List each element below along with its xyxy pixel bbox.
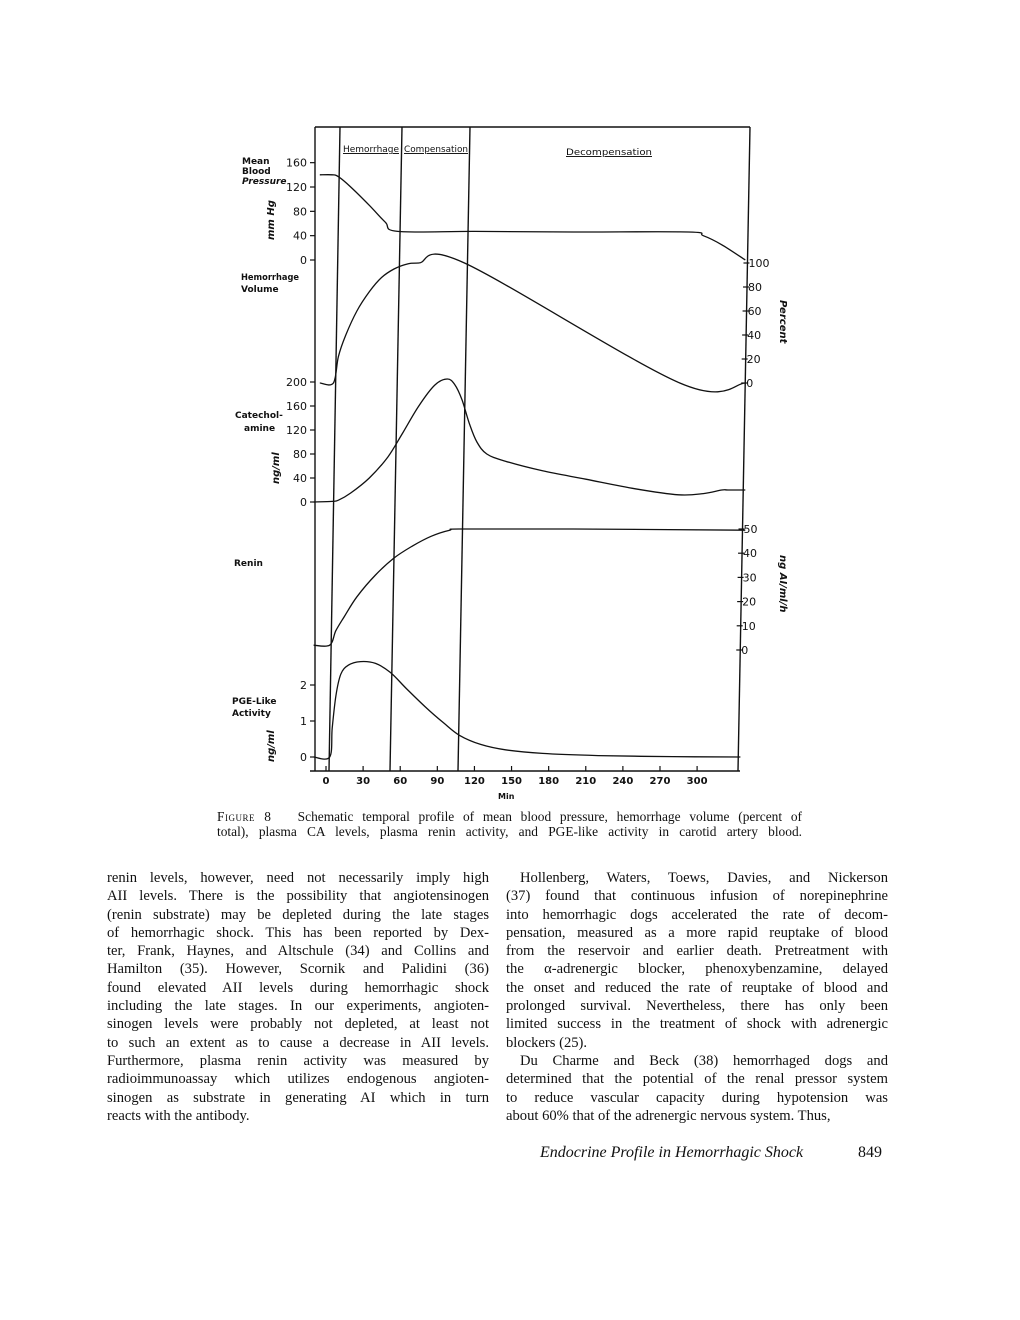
mean-blood-pressure-tick-label: 80 [293,205,307,219]
mean-blood-pressure-tick-label: 40 [293,229,307,243]
renin-curve [314,529,746,646]
x-tick-label: 150 [501,776,522,787]
text-line: (renin substrate) may be depleted during the late stages [107,906,489,923]
renin-tick-label: 0 [741,644,749,657]
text-line: to reduce vascular capacity during hypotension was [506,1089,888,1106]
text-line: the onset and reduced the rate of reuptake of blood and [506,979,888,996]
left-text-column [107,869,489,1125]
phase-label-compensation: Compensation [404,145,468,155]
text-line: including the late stages. In our experiments, angioten- [107,998,489,1015]
caption-line-1: Schematic temporal profile of mean blood pressure, hemorrhage volume (percent of [297,809,803,824]
right-text-column [506,869,888,1125]
mean-blood-pressure-tick-label: 0 [300,254,307,267]
text-line: sinogen as substrate in generating AI which in turn [107,1089,489,1106]
text-line: sinogen levels were probably not depleted, at least not [107,1016,489,1033]
x-tick-label: 180 [538,776,560,787]
unit-label-hv: Percent [777,300,788,344]
catecholamine-tick-label: 120 [286,424,307,437]
x-tick-label: 0 [322,776,330,787]
unit-label-mbp: mm Hg [266,200,277,240]
unit-label-ca: ng/ml [271,452,282,484]
text-line: reacts with the antibody. [107,1107,250,1124]
renin-tick-label: 10 [741,619,756,633]
catecholamine-curve [314,379,746,502]
text-line: about 60% that of the adrenergic nervous system. Thus, [506,1107,831,1124]
x-tick-label: 210 [575,776,597,787]
text-line: of hemorrhagic shock. This has been reported by Dex- [107,924,489,941]
panel-label-ca-1: Catechol- [235,411,283,421]
text-line: Hollenberg, Waters, Toews, Davies, and Nickerson [520,870,888,886]
unit-label-pge: ng/ml [266,730,277,762]
x-tick-label: 240 [612,776,634,787]
catecholamine-tick-label: 40 [293,472,307,485]
hemorrhage-volume-tick-label: 40 [747,329,762,342]
text-line: renin levels, however, need not necessarily imply high [107,870,489,886]
phase-label-hemorrhage: Hemorrhage [343,145,400,155]
hemorrhage-volume-curve [320,254,746,392]
text-line: Furthermore, plasma renin activity was measured by [107,1052,489,1069]
catecholamine-tick-label: 160 [286,400,307,413]
renin-tick-label: 30 [742,571,757,585]
text-line: radioimmunoassay which utilizes endogenous angioten- [107,1071,489,1088]
text-line: the α-adrenergic blocker, phenoxybenzamine, delayed [506,961,888,978]
mean-blood-pressure-curve [320,175,746,260]
text-line: Hamilton (35). However, Scornik and Palidini (36) [107,961,489,978]
x-tick-label: 300 [686,776,708,787]
panel-label-mbp-2: Blood [242,167,271,177]
unit-label-renin: ng AI/ml/h [777,555,788,613]
hemorrhage-volume-tick-label: 0 [746,377,754,390]
phase-label-decompensation: Decompensation [566,148,652,158]
panel-label-mbp-1: Mean [242,157,270,167]
x-tick-label: 90 [430,776,445,787]
text-line: determined that the potential of the renal pressor system [506,1071,888,1088]
mean-blood-pressure-tick-label: 160 [286,156,307,170]
text-line: found elevated AII levels during hemorrhagic shock [107,979,489,996]
hemorrhage-volume-tick-label: 20 [746,353,761,366]
text-line: pensation, measured as a more rapid reuptake of blood [506,924,888,941]
text-line: AII levels. There is the possibility that angiotensinogen [107,888,489,905]
renin-tick-label: 20 [742,595,757,609]
mean-blood-pressure-tick-label: 120 [286,181,307,195]
caption-label: Figure 8 [217,809,272,824]
text-line: prolonged survival. Nevertheless, there has only been [506,998,888,1015]
catecholamine-tick-label: 200 [286,376,307,389]
text-line: limited success in the treatment of shock with adrenergic [506,1016,888,1033]
text-line: to such an extent as to cause a decrease in AII levels. [107,1034,489,1051]
catecholamine-tick-label: 0 [300,496,307,509]
phase-line-hemorrhage-start [329,127,340,771]
x-tick-label: 120 [464,776,485,787]
page-number: 849 [858,1144,882,1161]
panel-label-ca-2: amine [244,424,276,434]
x-tick-label: 60 [393,776,408,787]
hemorrhage-volume-tick-label: 80 [748,281,763,294]
panel-label-renin: Renin [234,559,263,569]
running-title: Endocrine Profile in Hemorrhagic Shock [540,1144,804,1161]
x-tick-label: 270 [649,776,671,787]
text-line: ter, Frank, Haynes, and Altschule (34) and Collins and [107,943,489,960]
catecholamine-tick-label: 80 [293,448,307,461]
pge-like-activity-tick-label: 1 [300,715,307,728]
pge-like-activity-tick-label: 0 [300,751,307,764]
text-line: (37) found that continuous infusion of norepinephrine [506,888,888,905]
panel-label-pge-1: PGE-Like [232,697,277,707]
text-line: Du Charme and Beck (38) hemorrhaged dogs and [520,1052,888,1069]
x-axis-label: Min [498,792,515,800]
renin-tick-label: 40 [743,547,758,561]
panel-label-hv-1: Hemorrhage [241,273,299,283]
x-tick-label: 30 [356,776,371,787]
phase-line-decompensation-start [458,127,470,771]
figure-caption [217,809,802,839]
renin-tick-label: 50 [743,523,758,536]
hemorrhage-volume-tick-label: 100 [748,257,770,270]
pge-like-activity-curve [314,661,741,759]
panel-label-mbp-3: Pressure [242,177,287,187]
right-border [738,127,750,771]
caption-line-2: total), plasma CA levels, plasma renin activity, and PGE-like activity in carotid artery blood. [217,824,802,839]
panel-label-pge-2: Activity [232,709,271,719]
text-line: from the reservoir and earlier death. Pretreatment with [506,943,888,960]
text-line: blockers (25). [506,1034,588,1051]
pge-like-activity-tick-label: 2 [300,679,307,692]
panel-label-hv-2: Volume [241,285,279,295]
hemorrhage-volume-tick-label: 60 [747,305,762,318]
text-line: into hemorrhagic dogs accelerated the rate of decom- [506,906,888,923]
